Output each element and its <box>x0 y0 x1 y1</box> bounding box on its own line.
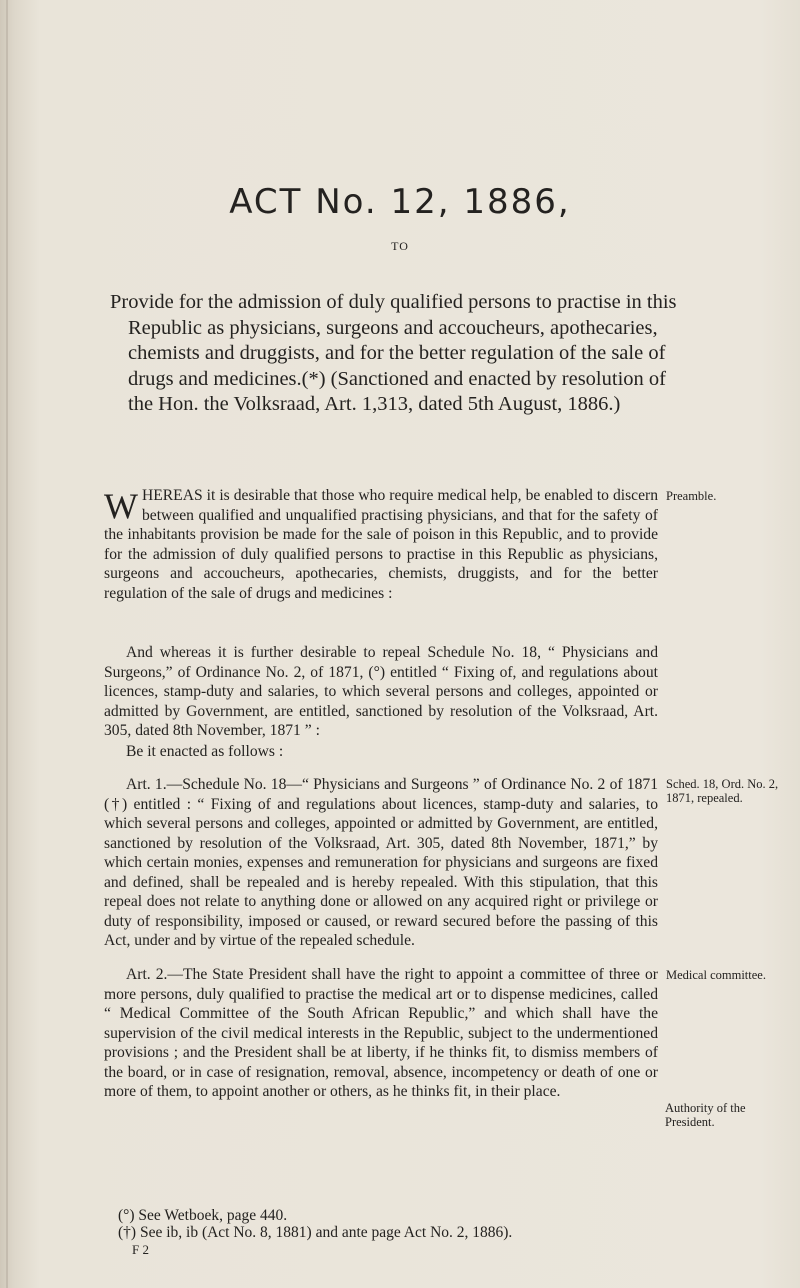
act-title: ACT No. 12, 1886, <box>229 182 571 222</box>
margin-note-schedule-repealed: Sched. 18, Ord. No. 2, 1871, repealed. <box>666 777 779 805</box>
preamble-text: HEREAS it is desirable that those who require medical help, be enabled to discern between qualified and unqualified practising physicians, and that for the safety of the inhabitants provision be made for the sale of poison in this Republic, and to provide for the admission of duly qualified persons to practise in this Republic as physicians, surgeons and accoucheurs, apothecaries, chemists, druggists, and for the better regulation of the sale of drugs and medicines : <box>104 487 658 602</box>
enacting-clause: Be it enacted as follows : <box>126 743 284 760</box>
footnotes <box>118 1207 658 1258</box>
article-2: Art. 2.—The State President shall have the right to appoint a committee of three or more persons, duly qualified to practise the medical art or to dispense medicines, called “ Medical Committee of the South African Republic,” and which shall have the supervision of the civil medical interests in the Republic, subject to the undermentioned provisions ; and the President shall be at liberty, if he thinks fit, to dismiss members of the board, or in case of resignation, removal, absence, incompetency or death of one or more of them, to appoint another or others, as he thinks fit, in their place. <box>104 966 658 1100</box>
margin-note-authority: Authority of the President. <box>665 1101 746 1129</box>
margin-note-preamble: Preamble. <box>666 489 717 503</box>
whereas-paragraph: And whereas it is further desirable to repeal Schedule No. 18, “ Physicians and Surgeons,” of Ordinance No. 2, of 1871, (°) entitled “ Fixing of, and regulations about licences, stamp-duty and salaries, to which several persons and colleges, appointed or admitted by Government, are entitled, sanctioned by resolution of the Volksraad, Art. 305, dated 8th November, 1871 ” : <box>104 644 658 739</box>
article-1: Art. 1.—Schedule No. 18—“ Physicians and Surgeons ” of Ordinance No. 2 of 1871 (†) entitled : “ Fixing of and regulations about licences, stamp-duty and salaries, to which several persons and colleges, appointed or admitted by Government, are entitled, sanctioned by resolution of the Volksraad, Art. 305, dated 8th November, 1871,” by which certain monies, expenses and remuneration for physicians and surgeons are fixed and defined, shall be repealed and is hereby repealed. With this stipulation, that this repeal does not relate to anything done or allowed on any acquired right or privilege or duty of responsibility, imposed or caused, or reward secured before the passing of this Act, under and by virtue of the repealed schedule. <box>104 776 658 949</box>
drop-cap: W <box>104 486 138 526</box>
preamble-paragraph <box>104 486 658 603</box>
to-label: TO <box>391 239 409 253</box>
footnote: (†) See ib, ib (Act No. 8, 1881) and ante page Act No. 2, 1886). <box>118 1224 513 1241</box>
footnote: (°) See Wetboek, page 440. <box>118 1207 288 1224</box>
margin-note-medical-committee: Medical committee. <box>666 968 766 982</box>
signature-mark: F 2 <box>132 1242 149 1257</box>
long-title: Provide for the admission of duly qualified persons to practise in this Republic as physicians, surgeons and accoucheurs, apothecaries, chemists and druggists, and for the better regulation of the sale of drugs and medicines.(*) (Sanctioned and enacted by resolution of the Hon. the Volksraad, Art. 1,313, dated 5th August, 1886.) <box>110 291 677 415</box>
